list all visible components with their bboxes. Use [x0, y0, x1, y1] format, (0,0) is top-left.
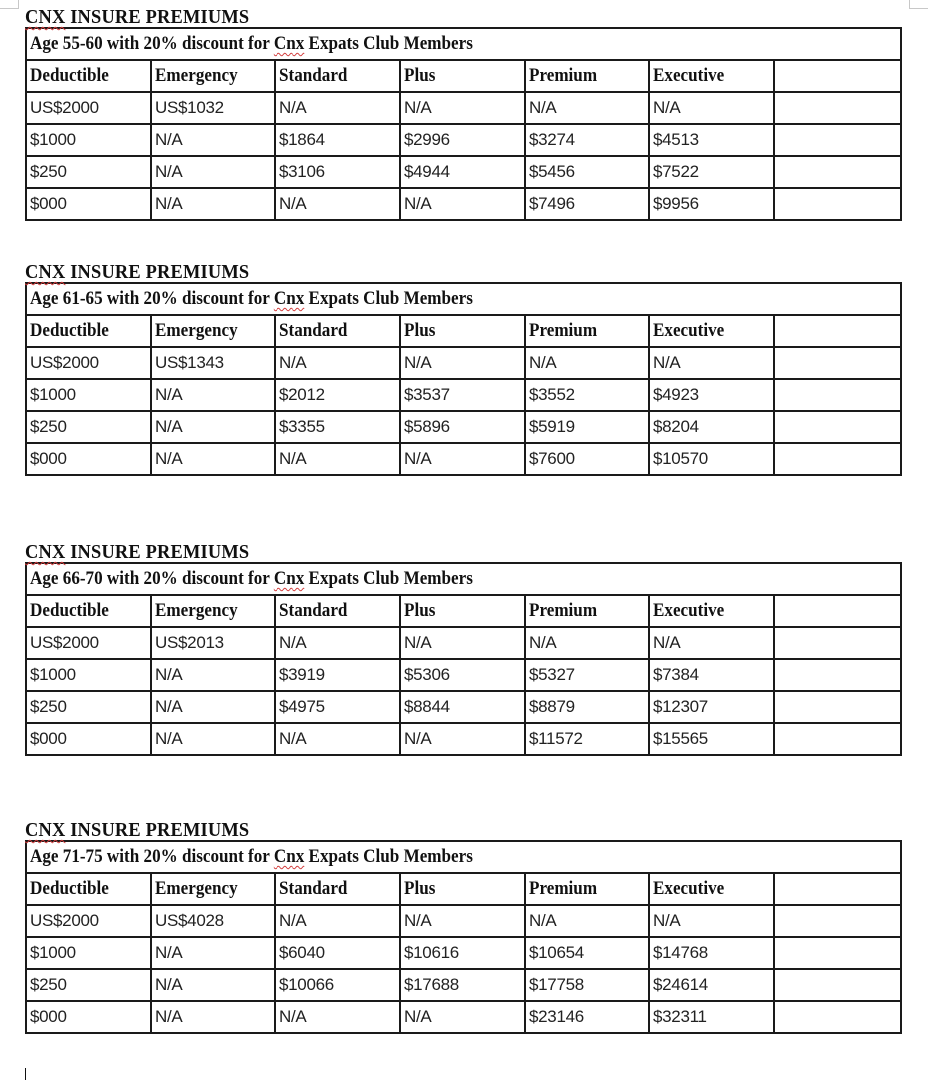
- column-header-cell[interactable]: [525, 595, 649, 627]
- table-cell[interactable]: [774, 659, 901, 691]
- table-cell[interactable]: US$2000: [26, 627, 151, 659]
- column-header-cell[interactable]: [525, 60, 649, 92]
- subtitle-row: [26, 283, 901, 315]
- table-cell[interactable]: $3537: [400, 379, 525, 411]
- column-header-label: Plus: [404, 600, 436, 621]
- table-cell[interactable]: [774, 188, 901, 220]
- table-cell[interactable]: $250: [26, 156, 151, 188]
- column-header-cell[interactable]: [774, 315, 901, 347]
- table-cell[interactable]: N/A: [151, 188, 275, 220]
- table-cell[interactable]: [774, 347, 901, 379]
- table-cell[interactable]: N/A: [649, 92, 774, 124]
- page-corner-left: [0, 0, 19, 9]
- column-header-row: [26, 60, 901, 92]
- subtitle-brand-misspelled[interactable]: Cnx: [273, 33, 305, 54]
- table-cell[interactable]: $7522: [649, 156, 774, 188]
- table-cell[interactable]: $10066: [275, 969, 400, 1001]
- table-row: [26, 905, 901, 937]
- table-cell[interactable]: $8879: [525, 691, 649, 723]
- column-header-label: Executive: [653, 878, 725, 899]
- table-cell[interactable]: N/A: [151, 411, 275, 443]
- column-header-row: [26, 595, 901, 627]
- heading-text: INSURE PREMIUMS: [65, 541, 250, 563]
- table-row: [26, 691, 901, 723]
- table-cell[interactable]: $3552: [525, 379, 649, 411]
- column-header-cell[interactable]: [151, 315, 275, 347]
- subtitle-suffix: Expats Club Members: [304, 568, 473, 589]
- table-cell[interactable]: $23146: [525, 1001, 649, 1033]
- column-header-row: [26, 873, 901, 905]
- table-cell[interactable]: $5306: [400, 659, 525, 691]
- column-header-label: Emergency: [155, 878, 238, 899]
- table-cell[interactable]: [774, 627, 901, 659]
- table-cell[interactable]: N/A: [525, 627, 649, 659]
- column-header-cell[interactable]: [275, 595, 400, 627]
- subtitle-brand-misspelled[interactable]: Cnx: [273, 568, 305, 589]
- table-row: [26, 124, 901, 156]
- table-row: [26, 188, 901, 220]
- table-cell[interactable]: $10654: [525, 937, 649, 969]
- table-cell[interactable]: US$2013: [151, 627, 275, 659]
- column-header-cell[interactable]: [275, 60, 400, 92]
- table-cell[interactable]: N/A: [151, 156, 275, 188]
- column-header-cell[interactable]: [649, 315, 774, 347]
- table-cell[interactable]: $6040: [275, 937, 400, 969]
- table-cell[interactable]: N/A: [151, 659, 275, 691]
- table-row: [26, 1001, 901, 1033]
- table-cell[interactable]: $10570: [649, 443, 774, 475]
- column-header-label: Premium: [529, 878, 598, 899]
- column-header-label: Standard: [279, 320, 348, 341]
- heading-text: INSURE PREMIUMS: [65, 6, 250, 28]
- table-cell[interactable]: $7384: [649, 659, 774, 691]
- table-cell[interactable]: US$1343: [151, 347, 275, 379]
- table-cell[interactable]: $24614: [649, 969, 774, 1001]
- table-cell[interactable]: N/A: [525, 905, 649, 937]
- table-cell[interactable]: N/A: [275, 443, 400, 475]
- table-cell[interactable]: $7600: [525, 443, 649, 475]
- table-cell[interactable]: $4944: [400, 156, 525, 188]
- column-header-label: Premium: [529, 320, 598, 341]
- column-header-cell[interactable]: [649, 60, 774, 92]
- table-row: [26, 969, 901, 1001]
- table-cell[interactable]: $2996: [400, 124, 525, 156]
- subtitle-brand-misspelled[interactable]: Cnx: [273, 846, 305, 867]
- table-cell[interactable]: N/A: [400, 188, 525, 220]
- table-cell[interactable]: N/A: [151, 443, 275, 475]
- column-header-cell[interactable]: [151, 595, 275, 627]
- age-bracket-subtitle[interactable]: [26, 563, 901, 595]
- column-header-label: Standard: [279, 65, 348, 86]
- table-cell[interactable]: N/A: [151, 1001, 275, 1033]
- table-cell[interactable]: $5896: [400, 411, 525, 443]
- subtitle-prefix: Age 55-60 with 20% discount for: [30, 33, 274, 54]
- heading-brand-misspelled[interactable]: CNX: [25, 541, 66, 563]
- table-cell[interactable]: [774, 411, 901, 443]
- table-cell[interactable]: [774, 124, 901, 156]
- table-cell[interactable]: N/A: [649, 627, 774, 659]
- subtitle-prefix: Age 61-65 with 20% discount for: [30, 288, 274, 309]
- table-cell[interactable]: $8204: [649, 411, 774, 443]
- premiums-heading: [25, 7, 830, 27]
- table-cell[interactable]: $5919: [525, 411, 649, 443]
- table-cell[interactable]: N/A: [400, 905, 525, 937]
- column-header-cell[interactable]: [649, 873, 774, 905]
- table-row: [26, 156, 901, 188]
- table-cell[interactable]: N/A: [400, 1001, 525, 1033]
- heading-brand-misspelled[interactable]: CNX: [25, 261, 66, 283]
- table-cell[interactable]: N/A: [151, 969, 275, 1001]
- table-row: [26, 937, 901, 969]
- table-cell[interactable]: US$2000: [26, 905, 151, 937]
- table-cell[interactable]: [774, 723, 901, 755]
- subtitle-row: [26, 841, 901, 873]
- column-header-cell[interactable]: [525, 873, 649, 905]
- table-cell[interactable]: N/A: [400, 723, 525, 755]
- table-cell[interactable]: $10616: [400, 937, 525, 969]
- table-cell[interactable]: $17758: [525, 969, 649, 1001]
- table-cell[interactable]: $1000: [26, 659, 151, 691]
- column-header-label: Plus: [404, 65, 436, 86]
- table-cell[interactable]: $4923: [649, 379, 774, 411]
- table-row: [26, 92, 901, 124]
- column-header-cell[interactable]: [26, 315, 151, 347]
- table-cell[interactable]: US$2000: [26, 347, 151, 379]
- column-header-cell[interactable]: [151, 60, 275, 92]
- subtitle-text: [30, 568, 473, 590]
- table-cell[interactable]: $4513: [649, 124, 774, 156]
- column-header-label: Executive: [653, 320, 725, 341]
- table-cell[interactable]: $3355: [275, 411, 400, 443]
- column-header-label: Deductible: [30, 878, 109, 899]
- table-cell[interactable]: $5456: [525, 156, 649, 188]
- table-cell[interactable]: N/A: [649, 905, 774, 937]
- table-cell[interactable]: $000: [26, 443, 151, 475]
- subtitle-row: [26, 28, 901, 60]
- premium-table: [25, 562, 902, 756]
- subtitle-text: [30, 846, 473, 868]
- table-cell[interactable]: N/A: [151, 691, 275, 723]
- table-cell[interactable]: $3919: [275, 659, 400, 691]
- column-header-row: [26, 315, 901, 347]
- column-header-label: Standard: [279, 600, 348, 621]
- table-cell[interactable]: $3106: [275, 156, 400, 188]
- table-cell[interactable]: N/A: [275, 723, 400, 755]
- table-cell[interactable]: $12307: [649, 691, 774, 723]
- column-header-label: Emergency: [155, 600, 238, 621]
- column-header-cell[interactable]: [26, 873, 151, 905]
- table-cell[interactable]: $2012: [275, 379, 400, 411]
- column-header-label: Plus: [404, 320, 436, 341]
- table-cell[interactable]: US$2000: [26, 92, 151, 124]
- subtitle-brand-misspelled[interactable]: Cnx: [273, 288, 305, 309]
- column-header-label: Emergency: [155, 65, 238, 86]
- table-cell[interactable]: $7496: [525, 188, 649, 220]
- table-cell[interactable]: N/A: [275, 92, 400, 124]
- table-cell[interactable]: [774, 1001, 901, 1033]
- table-cell[interactable]: N/A: [275, 627, 400, 659]
- subtitle-suffix: Expats Club Members: [304, 846, 473, 867]
- text-cursor: [25, 1068, 26, 1080]
- heading-brand-misspelled[interactable]: CNX: [25, 6, 66, 28]
- age-bracket-subtitle[interactable]: [26, 28, 901, 60]
- table-cell[interactable]: N/A: [151, 124, 275, 156]
- table-cell[interactable]: $1000: [26, 937, 151, 969]
- table-cell[interactable]: N/A: [151, 379, 275, 411]
- table-cell[interactable]: $250: [26, 411, 151, 443]
- table-cell[interactable]: N/A: [525, 92, 649, 124]
- table-row: [26, 627, 901, 659]
- table-cell[interactable]: [774, 691, 901, 723]
- age-bracket-subtitle[interactable]: [26, 283, 901, 315]
- table-cell[interactable]: N/A: [151, 937, 275, 969]
- table-row: [26, 723, 901, 755]
- subtitle-text: [30, 33, 473, 55]
- table-cell[interactable]: N/A: [400, 347, 525, 379]
- column-header-cell[interactable]: [774, 595, 901, 627]
- column-header-cell[interactable]: [26, 60, 151, 92]
- column-header-label: Deductible: [30, 65, 109, 86]
- premium-block: [25, 7, 900, 221]
- table-cell[interactable]: $1000: [26, 379, 151, 411]
- table-cell[interactable]: $17688: [400, 969, 525, 1001]
- table-cell[interactable]: [774, 156, 901, 188]
- premiums-heading: [25, 820, 830, 840]
- heading-brand-misspelled[interactable]: CNX: [25, 819, 66, 841]
- premium-table: [25, 840, 902, 1034]
- table-cell[interactable]: [774, 443, 901, 475]
- premium-table: [25, 282, 902, 476]
- table-cell[interactable]: $14768: [649, 937, 774, 969]
- column-header-label: Deductible: [30, 320, 109, 341]
- subtitle-suffix: Expats Club Members: [304, 288, 473, 309]
- column-header-label: Executive: [653, 65, 725, 86]
- table-row: [26, 411, 901, 443]
- table-row: [26, 443, 901, 475]
- table-cell[interactable]: N/A: [400, 92, 525, 124]
- column-header-label: Executive: [653, 600, 725, 621]
- table-cell[interactable]: $4975: [275, 691, 400, 723]
- age-bracket-subtitle[interactable]: [26, 841, 901, 873]
- table-cell[interactable]: $3274: [525, 124, 649, 156]
- subtitle-prefix: Age 66-70 with 20% discount for: [30, 568, 274, 589]
- column-header-cell[interactable]: [525, 315, 649, 347]
- table-cell[interactable]: $1864: [275, 124, 400, 156]
- table-cell[interactable]: $11572: [525, 723, 649, 755]
- table-cell[interactable]: N/A: [275, 347, 400, 379]
- column-header-label: Deductible: [30, 600, 109, 621]
- column-header-cell[interactable]: [275, 315, 400, 347]
- table-cell[interactable]: US$4028: [151, 905, 275, 937]
- column-header-cell[interactable]: [649, 595, 774, 627]
- column-header-cell[interactable]: [275, 873, 400, 905]
- subtitle-row: [26, 563, 901, 595]
- table-row: [26, 379, 901, 411]
- table-cell[interactable]: $32311: [649, 1001, 774, 1033]
- column-header-cell[interactable]: [26, 595, 151, 627]
- table-cell[interactable]: $9956: [649, 188, 774, 220]
- heading-text: INSURE PREMIUMS: [65, 261, 250, 283]
- table-cell[interactable]: N/A: [275, 188, 400, 220]
- column-header-cell[interactable]: [400, 60, 525, 92]
- table-cell[interactable]: $000: [26, 723, 151, 755]
- page-corner-right: [909, 0, 928, 9]
- premiums-heading: [25, 262, 830, 282]
- table-row: [26, 347, 901, 379]
- table-cell[interactable]: $15565: [649, 723, 774, 755]
- table-cell[interactable]: $5327: [525, 659, 649, 691]
- table-cell[interactable]: [774, 92, 901, 124]
- table-row: [26, 659, 901, 691]
- premiums-heading: [25, 542, 830, 562]
- column-header-cell[interactable]: [400, 873, 525, 905]
- column-header-cell[interactable]: [400, 595, 525, 627]
- column-header-label: Emergency: [155, 320, 238, 341]
- table-cell[interactable]: N/A: [275, 905, 400, 937]
- column-header-cell[interactable]: [400, 315, 525, 347]
- column-header-cell[interactable]: [774, 873, 901, 905]
- table-cell[interactable]: N/A: [400, 443, 525, 475]
- column-header-cell[interactable]: [151, 873, 275, 905]
- subtitle-prefix: Age 71-75 with 20% discount for: [30, 846, 274, 867]
- premium-block: [25, 542, 900, 756]
- table-cell[interactable]: $250: [26, 969, 151, 1001]
- premium-table: [25, 27, 902, 221]
- table-cell[interactable]: N/A: [400, 627, 525, 659]
- premium-block: [25, 262, 900, 476]
- column-header-cell[interactable]: [774, 60, 901, 92]
- column-header-label: Premium: [529, 65, 598, 86]
- table-cell[interactable]: [774, 379, 901, 411]
- table-cell[interactable]: US$1032: [151, 92, 275, 124]
- table-cell[interactable]: [774, 905, 901, 937]
- subtitle-suffix: Expats Club Members: [304, 33, 473, 54]
- table-cell[interactable]: $000: [26, 1001, 151, 1033]
- subtitle-text: [30, 288, 473, 310]
- table-cell[interactable]: $1000: [26, 124, 151, 156]
- table-cell[interactable]: N/A: [151, 723, 275, 755]
- premium-block: [25, 820, 900, 1034]
- table-cell[interactable]: N/A: [525, 347, 649, 379]
- table-cell[interactable]: $8844: [400, 691, 525, 723]
- table-cell[interactable]: N/A: [275, 1001, 400, 1033]
- column-header-label: Premium: [529, 600, 598, 621]
- heading-text: INSURE PREMIUMS: [65, 819, 250, 841]
- table-cell[interactable]: [774, 937, 901, 969]
- table-cell[interactable]: $000: [26, 188, 151, 220]
- column-header-label: Plus: [404, 878, 436, 899]
- table-cell[interactable]: $250: [26, 691, 151, 723]
- table-cell[interactable]: [774, 969, 901, 1001]
- column-header-label: Standard: [279, 878, 348, 899]
- table-cell[interactable]: N/A: [649, 347, 774, 379]
